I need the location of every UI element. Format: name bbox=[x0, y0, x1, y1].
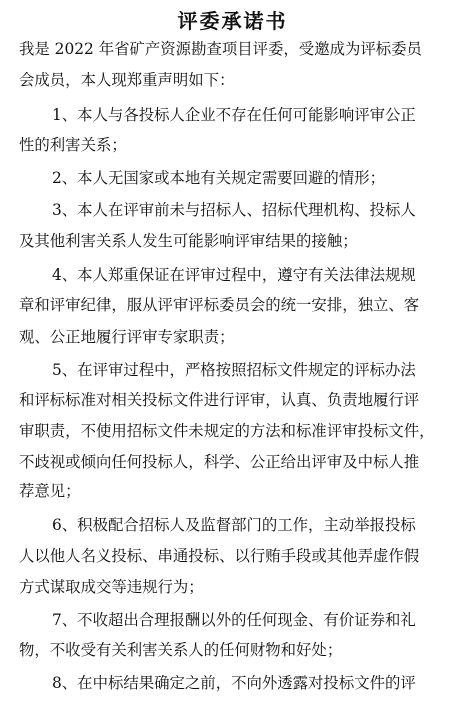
text-line: 物，不收受有关利害关系人的任何财物和好处； bbox=[19, 641, 343, 659]
text-line: 荐意见； bbox=[19, 482, 81, 500]
text-line: 4、本人郑重保证在评审过程中，遵守有关法律法规规 bbox=[52, 266, 416, 284]
text-line: 人以他人名义投标、串通投标、以行贿手段或其他弄虚作假 bbox=[19, 547, 420, 565]
text-line: 我是 2022 年省矿产资源勘查项目评委，受邀成为评标委员 bbox=[19, 40, 422, 58]
text-line: 会成员，本人现郑重声明如下： bbox=[19, 71, 235, 89]
text-line: 7、不收超出合理报酬以外的任何现金、有价证券和礼 bbox=[52, 611, 416, 629]
text-line: 性的利害关系； bbox=[19, 136, 127, 154]
text-line: 方式谋取成交等违规行为； bbox=[19, 578, 204, 596]
text-line: 1、本人与各投标人企业不存在任何可能影响评审公正 bbox=[52, 106, 416, 124]
text-line: 8、在中标结果确定之前，不向外透露对投标文件的评 bbox=[52, 674, 416, 692]
text-line: 审职责，不使用招标文件未规定的方法和标准评审投标文件， bbox=[19, 422, 435, 440]
text-line: 章和评审纪律，服从评审评标委员会的统一安排，独立、客 bbox=[19, 296, 420, 314]
text-line: 3、本人在评审前未与招标人、招标代理机构、投标人 bbox=[52, 201, 416, 219]
text-line: 2、本人无国家或本地有关规定需要回避的情形； bbox=[52, 169, 385, 187]
text-line: 5、在评审过程中，严格按照招标文件规定的评标办法 bbox=[52, 361, 416, 379]
text-line: 6、积极配合招标人及监督部门的工作，主动举报投标 bbox=[52, 516, 416, 534]
text-line: 及其他利害关系人发生可能影响评审结果的接触； bbox=[19, 232, 358, 250]
text-line: 和评标标准对相关投标文件进行评审，认真、负责地履行评 bbox=[19, 391, 420, 409]
document-title: 评委承诺书 bbox=[177, 9, 288, 33]
text-line: 观、公正地履行评审专家职责； bbox=[19, 328, 235, 346]
text-line: 不歧视或倾向任何投标人，科学、公正给出评审及中标人推 bbox=[19, 453, 420, 471]
